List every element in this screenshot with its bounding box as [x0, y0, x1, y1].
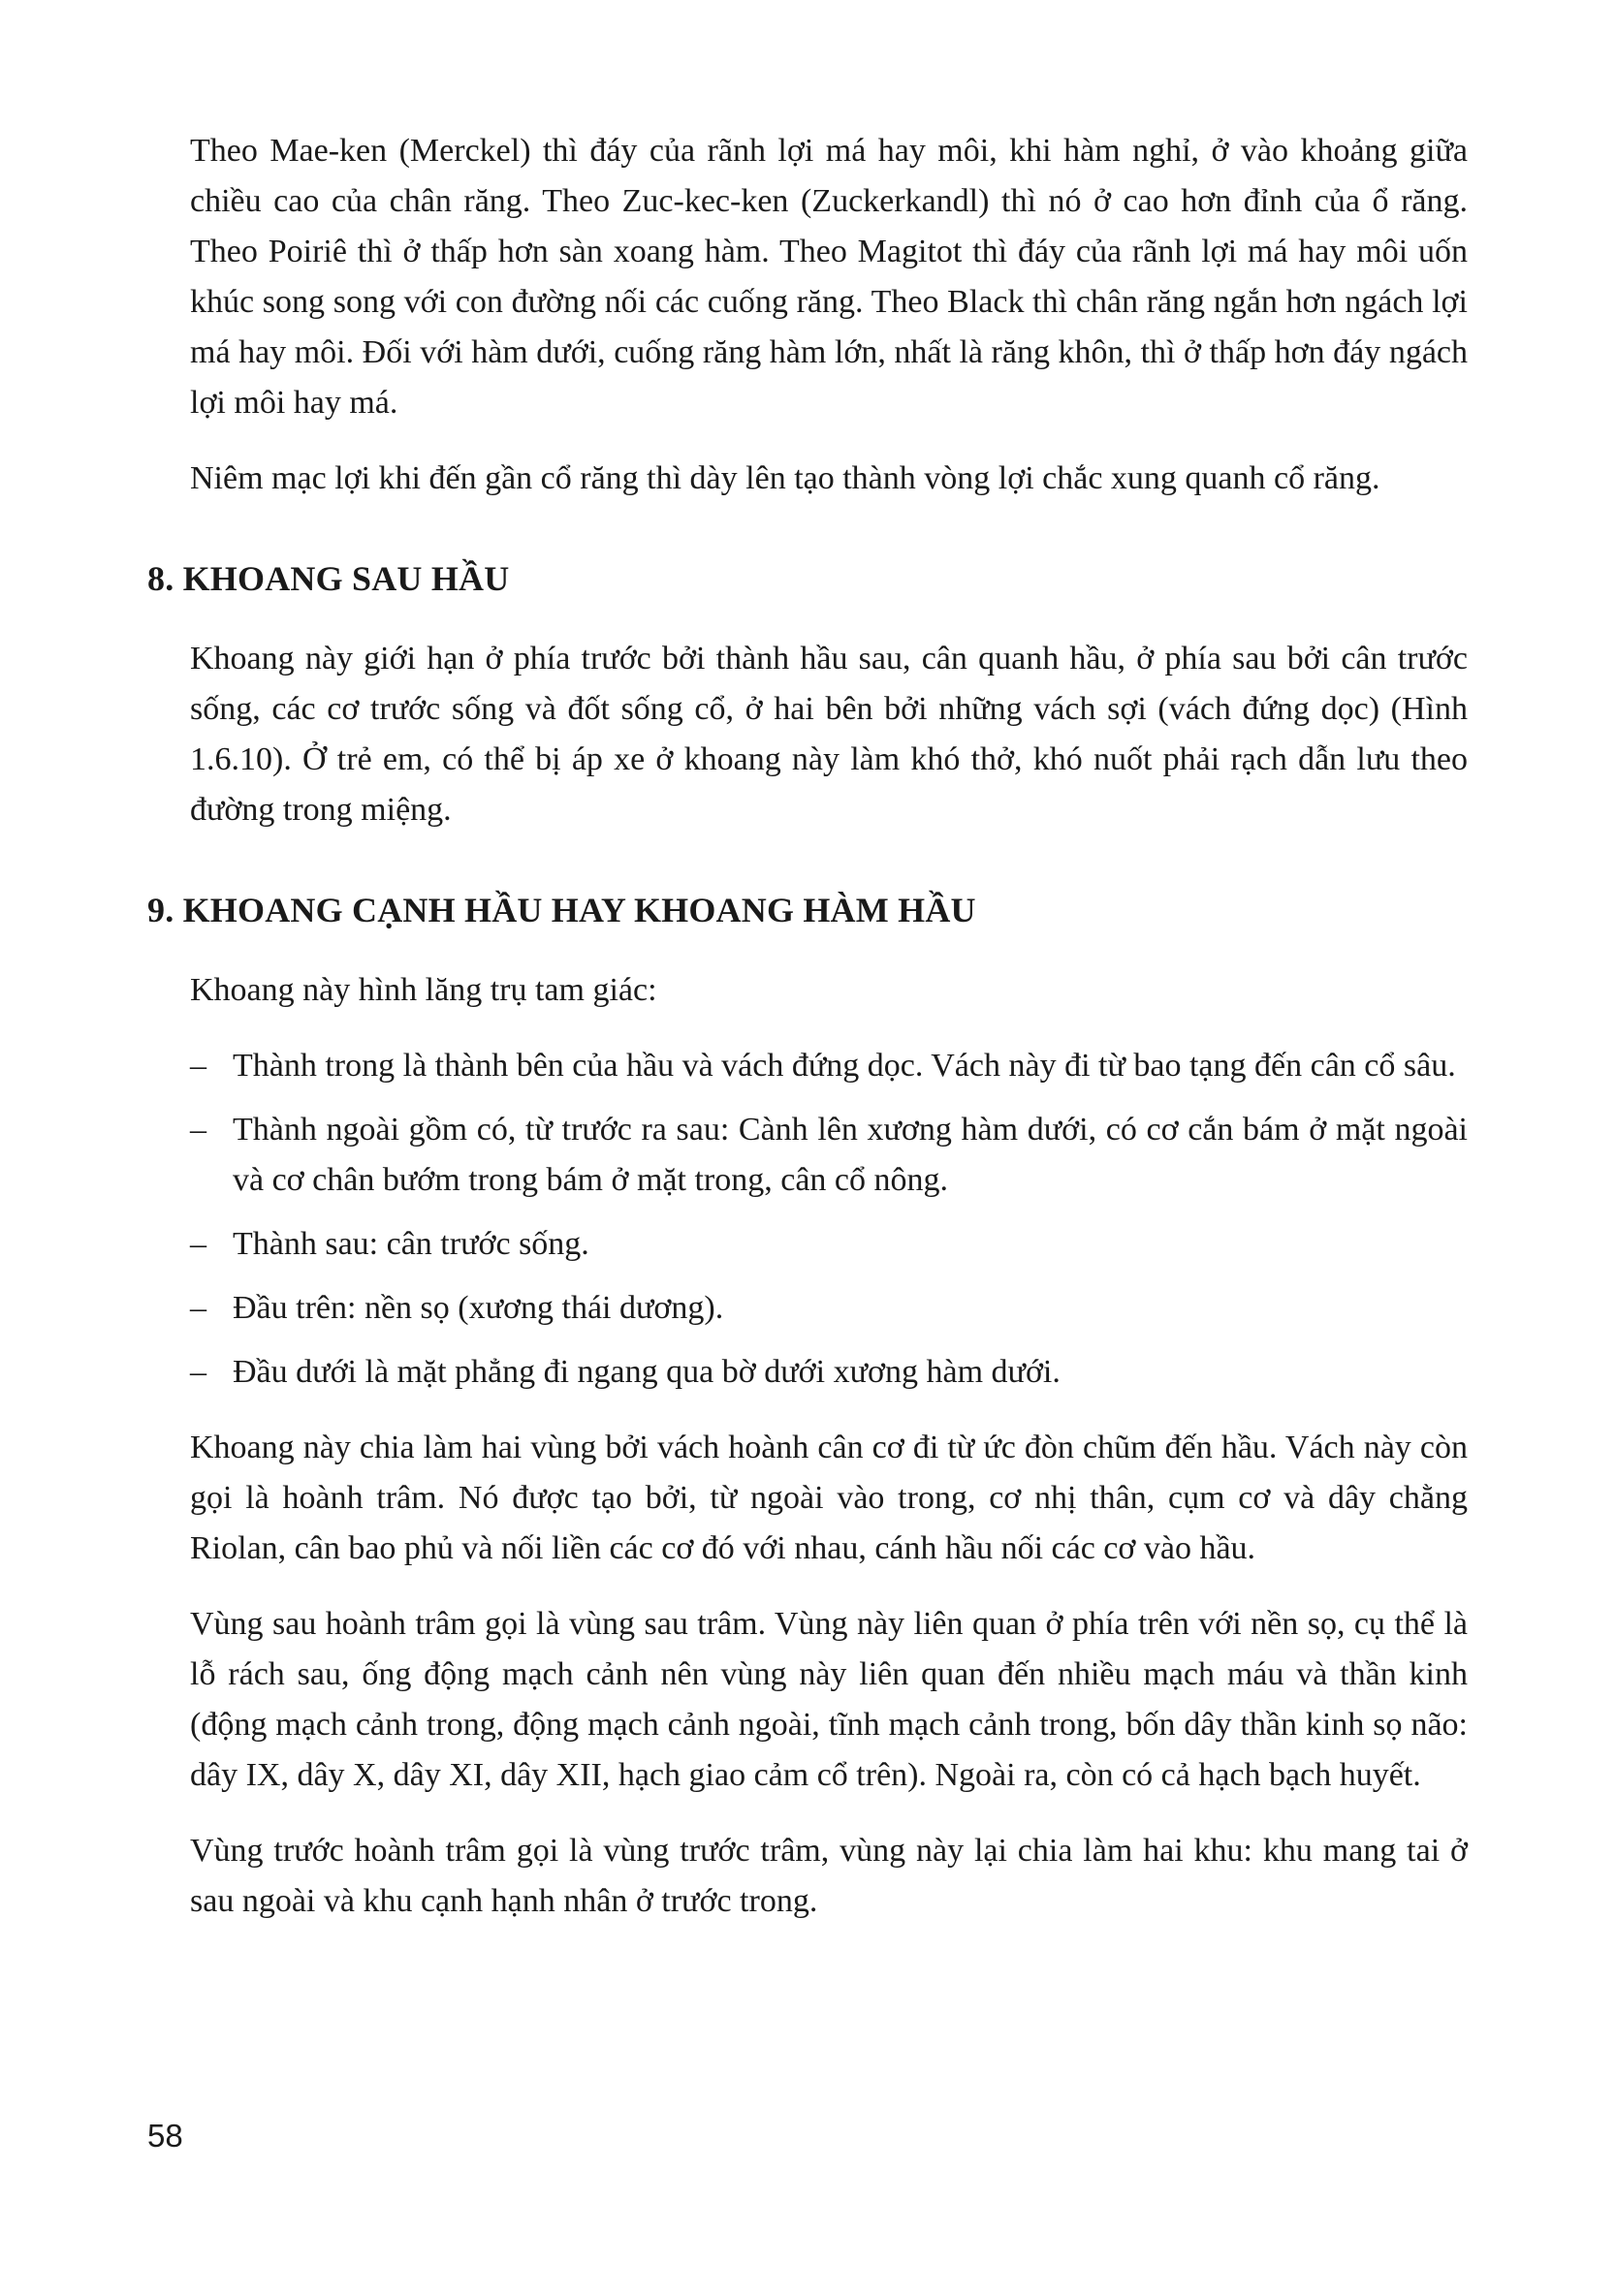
list-item-text: Thành ngoài gồm có, từ trước ra sau: Cành lên xương hàm dưới, có cơ cắn bám ở mặt ngoài và cơ chân bướm trong bám ở mặt trong, cân cổ nông. — [233, 1112, 1468, 1198]
section-9-paragraph-stylopharyngeal-septum: Khoang này chia làm hai vùng bởi vách hoành cân cơ đi từ ức đòn chũm đến hầu. Vách này còn gọi là hoành trâm. Nó được tạo bởi, từ ngoài vào trong, cơ nhị thân, cụm cơ và dây chằng Riolan, cân bao phủ và nối liền các cơ đó với nhau, cánh hầu nối các cơ vào hầu. — [190, 1430, 1468, 1566]
paragraph-gingival-sulcus: Theo Mae-ken (Merckel) thì đáy của rãnh lợi má hay môi, khi hàm nghỉ, ở vào khoảng giữa chiều cao của chân răng. Theo Zuc-kec-ken (Zuckerkandl) thì nó ở cao hơn đỉnh của ổ răng. Theo Poiriê thì ở thấp hơn sàn xoang hàm. Theo Magitot thì đáy của rãnh lợi má hay môi uốn khúc song song với con đường nối các cuống răng. Theo Black thì chân răng ngắn hơn ngách lợi má hay môi. Đối với hàm dưới, cuống răng hàm lớn, nhất là răng khôn, thì ở thấp hơn đáy ngách lợi môi hay má. — [190, 133, 1468, 421]
list-item — [190, 1219, 1468, 1270]
section-9-wall-list — [190, 1041, 1468, 1398]
list-item-text: Đầu dưới là mặt phẳng đi ngang qua bờ dưới xương hàm dưới. — [233, 1354, 1061, 1390]
section-9-intro: Khoang này hình lăng trụ tam giác: — [190, 972, 657, 1008]
dash-bullet: – — [190, 1226, 206, 1262]
section-8-paragraph: Khoang này giới hạn ở phía trước bởi thành hầu sau, cân quanh hầu, ở phía sau bởi cân trước sống, các cơ trước sống và đốt sống cổ, ở hai bên bởi những vách sợi (vách đứng dọc) (Hình 1.6.10). Ở trẻ em, có thể bị áp xe ở khoang này làm khó thở, khó nuốt phải rạch dẫn lưu theo đường trong miệng. — [190, 641, 1468, 828]
list-item — [190, 1283, 1468, 1334]
list-item — [190, 1041, 1468, 1091]
list-item-text: Đầu trên: nền sọ (xương thái dương). — [233, 1290, 724, 1326]
section-9-paragraph-prestyloid-zone: Vùng trước hoành trâm gọi là vùng trước trâm, vùng này lại chia làm hai khu: khu mang tai ở sau ngoài và khu cạnh hạnh nhân ở trước trong. — [190, 1833, 1468, 1919]
list-item — [190, 1347, 1468, 1398]
list-item — [190, 1105, 1468, 1206]
dash-bullet: – — [190, 1354, 206, 1390]
dash-bullet: – — [190, 1112, 206, 1148]
dash-bullet: – — [190, 1048, 206, 1084]
list-item-text: Thành trong là thành bên của hầu và vách đứng dọc. Vách này đi từ bao tạng đến cân cổ sâu. — [233, 1048, 1456, 1084]
page-number: 58 — [147, 2118, 183, 2154]
list-item-text: Thành sau: cân trước sống. — [233, 1226, 589, 1262]
page-content — [147, 126, 1468, 1952]
section-8-heading: 8. KHOANG SAU HẦU — [147, 559, 510, 598]
section-9-paragraph-retrostyloid-zone: Vùng sau hoành trâm gọi là vùng sau trâm. Vùng này liên quan ở phía trên với nền sọ, cụ thể là lỗ rách sau, ống động mạch cảnh nên vùng này liên quan đến nhiều mạch máu và thần kinh (động mạch cảnh trong, động mạch cảnh ngoài, tĩnh mạch cảnh trong, bốn dây thần kinh sọ não: dây IX, dây X, dây XI, dây XII, hạch giao cảm cổ trên). Ngoài ra, còn có cả hạch bạch huyết. — [190, 1606, 1468, 1793]
dash-bullet: – — [190, 1290, 206, 1326]
section-9-heading: 9. KHOANG CẠNH HẦU HAY KHOANG HÀM HẦU — [147, 891, 976, 929]
paragraph-gingival-mucosa: Niêm mạc lợi khi đến gần cổ răng thì dày lên tạo thành vòng lợi chắc xung quanh cổ răng. — [190, 460, 1380, 496]
